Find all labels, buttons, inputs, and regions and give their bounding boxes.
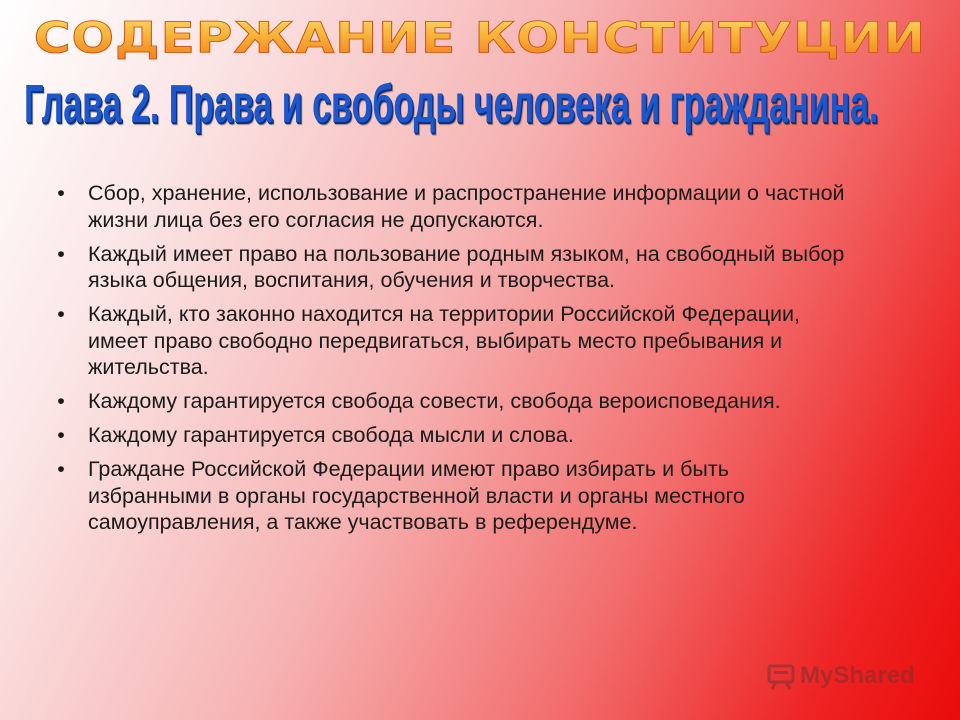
watermark-text: MyShared [800, 662, 915, 689]
slide-title: СОДЕРЖАНИЕ КОНСТИТУЦИИ [30, 8, 930, 68]
bullet-item [57, 241, 858, 294]
bullet-text: Каждый имеет право на пользование родным языком, на свободный выбор языка общения, воспитания, обучения и творчества. [88, 241, 845, 292]
bullet-dot: • [57, 302, 65, 326]
bullet-dot: • [57, 457, 65, 481]
bullet-text: Сбор, хранение, использование и распространение информации о частной жизни лица без его согласия не допускаются. [88, 181, 845, 232]
bullet-text: Каждому гарантируется свобода совести, свобода вероисповедания. [88, 389, 781, 413]
bullet-dot: • [57, 181, 65, 205]
bullet-item [57, 456, 858, 536]
bullet-item [57, 180, 858, 233]
slide-subtitle: Глава 2. Права и свободы человека и гражданина. [24, 74, 879, 134]
bullet-dot: • [57, 389, 65, 413]
watermark-logo [766, 656, 915, 696]
presentation-board-icon [766, 661, 796, 691]
bullet-dot: • [57, 423, 65, 447]
bullet-item [57, 301, 858, 381]
bullet-text: Каждому гарантируется свобода мысли и слова. [88, 423, 574, 447]
bullet-text: Граждане Российской Федерации имеют право избирать и быть избранными в органы государственной власти и органы местного самоуправления, а также участвовать в референдуме. [88, 457, 745, 534]
bullet-list [57, 180, 858, 543]
bullet-item [57, 388, 858, 415]
bullet-dot: • [57, 241, 65, 266]
bullet-text: Каждый, кто законно находится на территории Российской Федерации, имеет право свободно передвигаться, выбирать место пребывания и жительства. [88, 302, 801, 379]
bullet-item [57, 422, 858, 449]
